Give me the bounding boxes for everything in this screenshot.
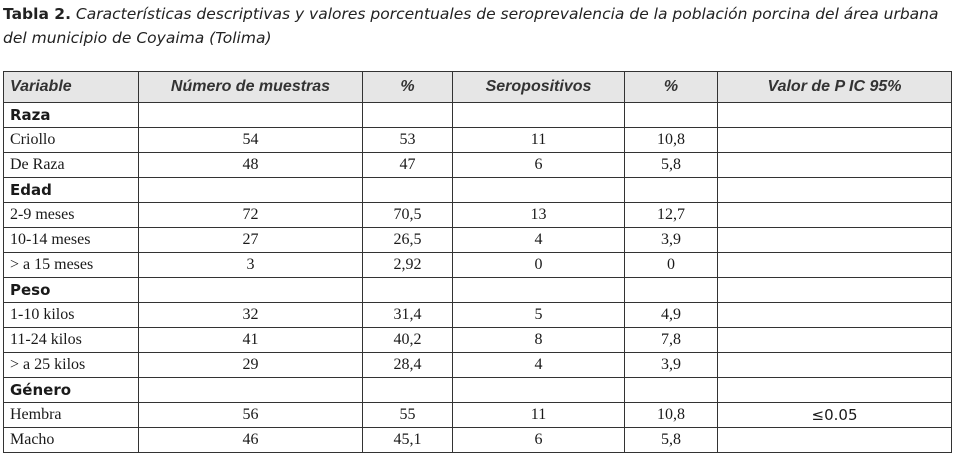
column-header-variable: Variable <box>4 72 139 103</box>
caption-lead: Tabla 2. <box>3 5 71 23</box>
sample-count-cell: 41 <box>139 328 363 353</box>
seroprevalence-table <box>3 71 952 453</box>
table-row <box>4 328 952 353</box>
p-value-cell <box>718 253 952 278</box>
seropositives-cell: 5 <box>453 303 625 328</box>
percent-cell: 31,4 <box>363 303 453 328</box>
empty-cell <box>139 178 363 203</box>
column-header-sample-count: Número de muestras <box>139 72 363 103</box>
percent-cell: 40,2 <box>363 328 453 353</box>
empty-cell <box>718 103 952 128</box>
seropositive-percent-cell: 5,8 <box>625 428 718 453</box>
percent-cell: 70,5 <box>363 203 453 228</box>
percent-cell: 55 <box>363 403 453 428</box>
empty-cell <box>363 378 453 403</box>
empty-cell <box>718 278 952 303</box>
sample-count-cell: 27 <box>139 228 363 253</box>
table-row <box>4 228 952 253</box>
sample-count-cell: 56 <box>139 403 363 428</box>
seropositive-percent-cell: 3,9 <box>625 228 718 253</box>
seropositive-percent-cell: 10,8 <box>625 403 718 428</box>
table-row <box>4 303 952 328</box>
empty-cell <box>139 103 363 128</box>
table-header <box>4 72 952 103</box>
group-row <box>4 378 952 403</box>
seropositive-percent-cell: 5,8 <box>625 153 718 178</box>
percent-cell: 45,1 <box>363 428 453 453</box>
seropositives-cell: 8 <box>453 328 625 353</box>
group-label: Género <box>4 378 139 403</box>
column-header-percent: % <box>363 72 453 103</box>
row-label: Hembra <box>4 403 139 428</box>
p-value-cell <box>718 328 952 353</box>
empty-cell <box>453 178 625 203</box>
p-value-cell <box>718 153 952 178</box>
p-value-cell <box>718 353 952 378</box>
column-header-seropositive-percent: % <box>625 72 718 103</box>
empty-cell <box>625 178 718 203</box>
empty-cell <box>625 103 718 128</box>
table-row <box>4 203 952 228</box>
row-label: 2-9 meses <box>4 203 139 228</box>
group-row <box>4 278 952 303</box>
empty-cell <box>363 103 453 128</box>
p-value-cell <box>718 128 952 153</box>
p-value-cell <box>718 203 952 228</box>
empty-cell <box>453 278 625 303</box>
empty-cell <box>718 178 952 203</box>
row-label: > a 25 kilos <box>4 353 139 378</box>
seropositives-cell: 4 <box>453 353 625 378</box>
group-label: Peso <box>4 278 139 303</box>
group-label: Raza <box>4 103 139 128</box>
empty-cell <box>453 103 625 128</box>
empty-cell <box>139 278 363 303</box>
p-value-cell <box>718 303 952 328</box>
percent-cell: 47 <box>363 153 453 178</box>
seropositives-cell: 4 <box>453 228 625 253</box>
sample-count-cell: 72 <box>139 203 363 228</box>
seropositives-cell: 0 <box>453 253 625 278</box>
row-label: > a 15 meses <box>4 253 139 278</box>
seropositive-percent-cell: 12,7 <box>625 203 718 228</box>
empty-cell <box>139 378 363 403</box>
empty-cell <box>625 378 718 403</box>
seropositive-percent-cell: 0 <box>625 253 718 278</box>
table-row <box>4 153 952 178</box>
table-row <box>4 128 952 153</box>
header-row <box>4 72 952 103</box>
table-caption <box>3 2 951 50</box>
percent-cell: 26,5 <box>363 228 453 253</box>
group-row <box>4 178 952 203</box>
table-row <box>4 353 952 378</box>
table-row <box>4 428 952 453</box>
empty-cell <box>718 378 952 403</box>
sample-count-cell: 3 <box>139 253 363 278</box>
seropositive-percent-cell: 3,9 <box>625 353 718 378</box>
seropositives-cell: 11 <box>453 403 625 428</box>
empty-cell <box>363 178 453 203</box>
seropositive-percent-cell: 4,9 <box>625 303 718 328</box>
column-header-seropositives: Seropositivos <box>453 72 625 103</box>
seropositives-cell: 13 <box>453 203 625 228</box>
percent-cell: 2,92 <box>363 253 453 278</box>
empty-cell <box>625 278 718 303</box>
sample-count-cell: 32 <box>139 303 363 328</box>
column-header-p-value: Valor de P IC 95% <box>718 72 952 103</box>
seropositives-cell: 6 <box>453 153 625 178</box>
row-label: De Raza <box>4 153 139 178</box>
table-body <box>4 103 952 453</box>
table-row <box>4 403 952 428</box>
empty-cell <box>363 278 453 303</box>
seropositives-cell: 6 <box>453 428 625 453</box>
group-label: Edad <box>4 178 139 203</box>
sample-count-cell: 48 <box>139 153 363 178</box>
p-value-cell: ≤0.05 <box>718 403 952 428</box>
group-row <box>4 103 952 128</box>
row-label: 1-10 kilos <box>4 303 139 328</box>
row-label: 10-14 meses <box>4 228 139 253</box>
row-label: Criollo <box>4 128 139 153</box>
row-label: Macho <box>4 428 139 453</box>
sample-count-cell: 46 <box>139 428 363 453</box>
row-label: 11-24 kilos <box>4 328 139 353</box>
empty-cell <box>453 378 625 403</box>
sample-count-cell: 29 <box>139 353 363 378</box>
table-row <box>4 253 952 278</box>
caption-text: Características descriptivas y valores porcentuales de seroprevalencia de la población porcina del área urbana del municipio de Coyaima (Tolima) <box>3 5 939 47</box>
p-value-cell <box>718 428 952 453</box>
percent-cell: 53 <box>363 128 453 153</box>
seropositives-cell: 11 <box>453 128 625 153</box>
percent-cell: 28,4 <box>363 353 453 378</box>
p-value-cell <box>718 228 952 253</box>
seropositive-percent-cell: 7,8 <box>625 328 718 353</box>
seropositive-percent-cell: 10,8 <box>625 128 718 153</box>
sample-count-cell: 54 <box>139 128 363 153</box>
